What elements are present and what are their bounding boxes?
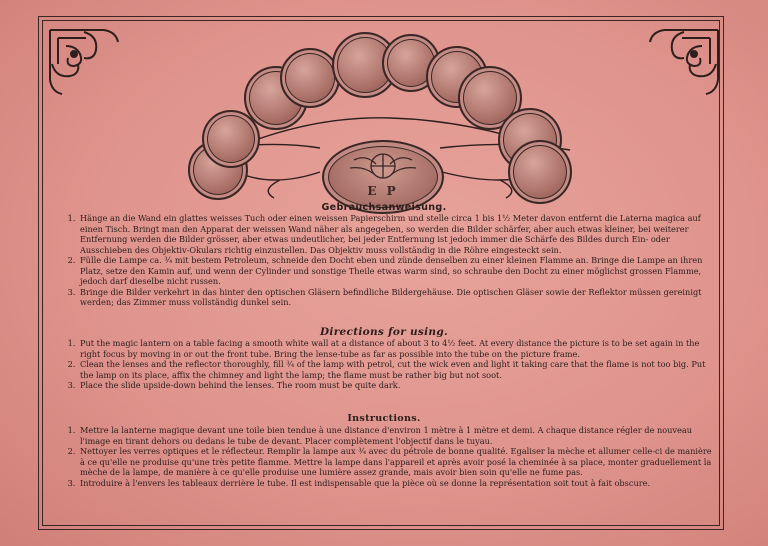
german-heading: Gebrauchsanweisung. [321, 202, 447, 213]
list-item: 1. Put the magic lantern on a table facing a smooth white wall at a distance of about 3 to 4½ feet. At every distance the picture is to be set again in the right focus by moving in or out the front tube. Bring the lense-tube as far as possible into the tube on the picture frame. [78, 338, 714, 359]
list-item: 2. Nettoyer les verres optiques et le réflecteur. Remplir la lampe aux ¾ avec du pétrole de bonne qualité. Egaliser la mèche et allumer celle-ci de manière à ce qu'elle ne produise qu'une très petite flamme. Mettre la lampe dans l'appareil et après avoir posé la cheminée à sa place, monter graduellement la mèche de la lampe, de manière à ce qu'elle produise une lumière assez grande, mais avoir bien soin qu'elle ne fume pas. [78, 446, 714, 478]
english-instructions [64, 338, 714, 391]
monogram-text: E P [367, 184, 399, 198]
french-heading: Instructions. [347, 413, 421, 424]
list-item: 1. Mettre la lanterne magique devant une toile bien tendue à une distance d'environ 1 mètre à 1 mètre et demi. A chaque distance régler de nouveau l'image en tirant dehors ou dedans le tube de devant. Placer complètement l'objectif dans le tuyau. [78, 425, 714, 446]
german-instructions [64, 213, 714, 308]
list-item: 3. Introduire à l'envers les tableaux derrière le tube. Il est indispensable que la pièce où se donne la représentation soit tout à fait obscure. [78, 478, 714, 489]
medallion-portrait-icon [508, 140, 572, 204]
list-item: 2. Fülle die Lampe ca. ¾ mit bestem Petroleum, schneide den Docht eben und zünde denselben zu einer kleinen Flamme an. Bringe die Lampe an ihren Platz, setze den Kamin auf, und wenn der Cylinder und sonstige Theile etwas warm sind, so schraube den Docht zu einer möglichst grossen Flamme, jedoch darf dieselbe nicht russen. [78, 255, 714, 287]
medallion-coin-icon [280, 48, 340, 108]
list-item: 3. Bringe die Bilder verkehrt in das hinter den optischen Gläsern befindliche Bildergehäuse. Die optischen Gläser sowie der Reflektor müssen gereinigt werden; das Zimmer muss vollständig dunkel sein. [78, 287, 714, 308]
list-item: 1. Hänge an die Wand ein glattes weisses Tuch oder einen weissen Papierschirm und stelle circa 1 bis 1½ Meter davon entfernt die Laterna magica auf einen Tisch. Bringt man den Apparat der weissen Wand näher als angegeben, so werden die Bilder schärfer, aber auch etwas kleiner, bei weiterer Entfernung werden die Bilder grösser, aber etwas undeutlicher, bei jeder Entfernung ist jedoch immer die Schärfe des Bildes durch Ein- oder Ausschieben des Objektiv-Okulars richtig einzustellen. Das Objektiv muss vollständig in die Röhre eingesteckt sein. [78, 213, 714, 255]
english-heading: Directions for using. [320, 326, 448, 338]
list-item: 2. Clean the lenses and the reflector thoroughly, fill ¾ of the lamp with petrol, cut the wick even and light it taking care that the flame is not too big. Put the lamp on its place, affix the chimney and light the lamp; the flame must be rather big but not soot. [78, 359, 714, 380]
list-item: 3. Place the slide upside-down behind the lenses. The room must be quite dark. [78, 380, 714, 391]
corner-ornament-icon [634, 24, 724, 104]
french-instructions [64, 425, 714, 488]
corner-ornament-icon [44, 24, 134, 104]
medallion-emblem [190, 30, 590, 205]
